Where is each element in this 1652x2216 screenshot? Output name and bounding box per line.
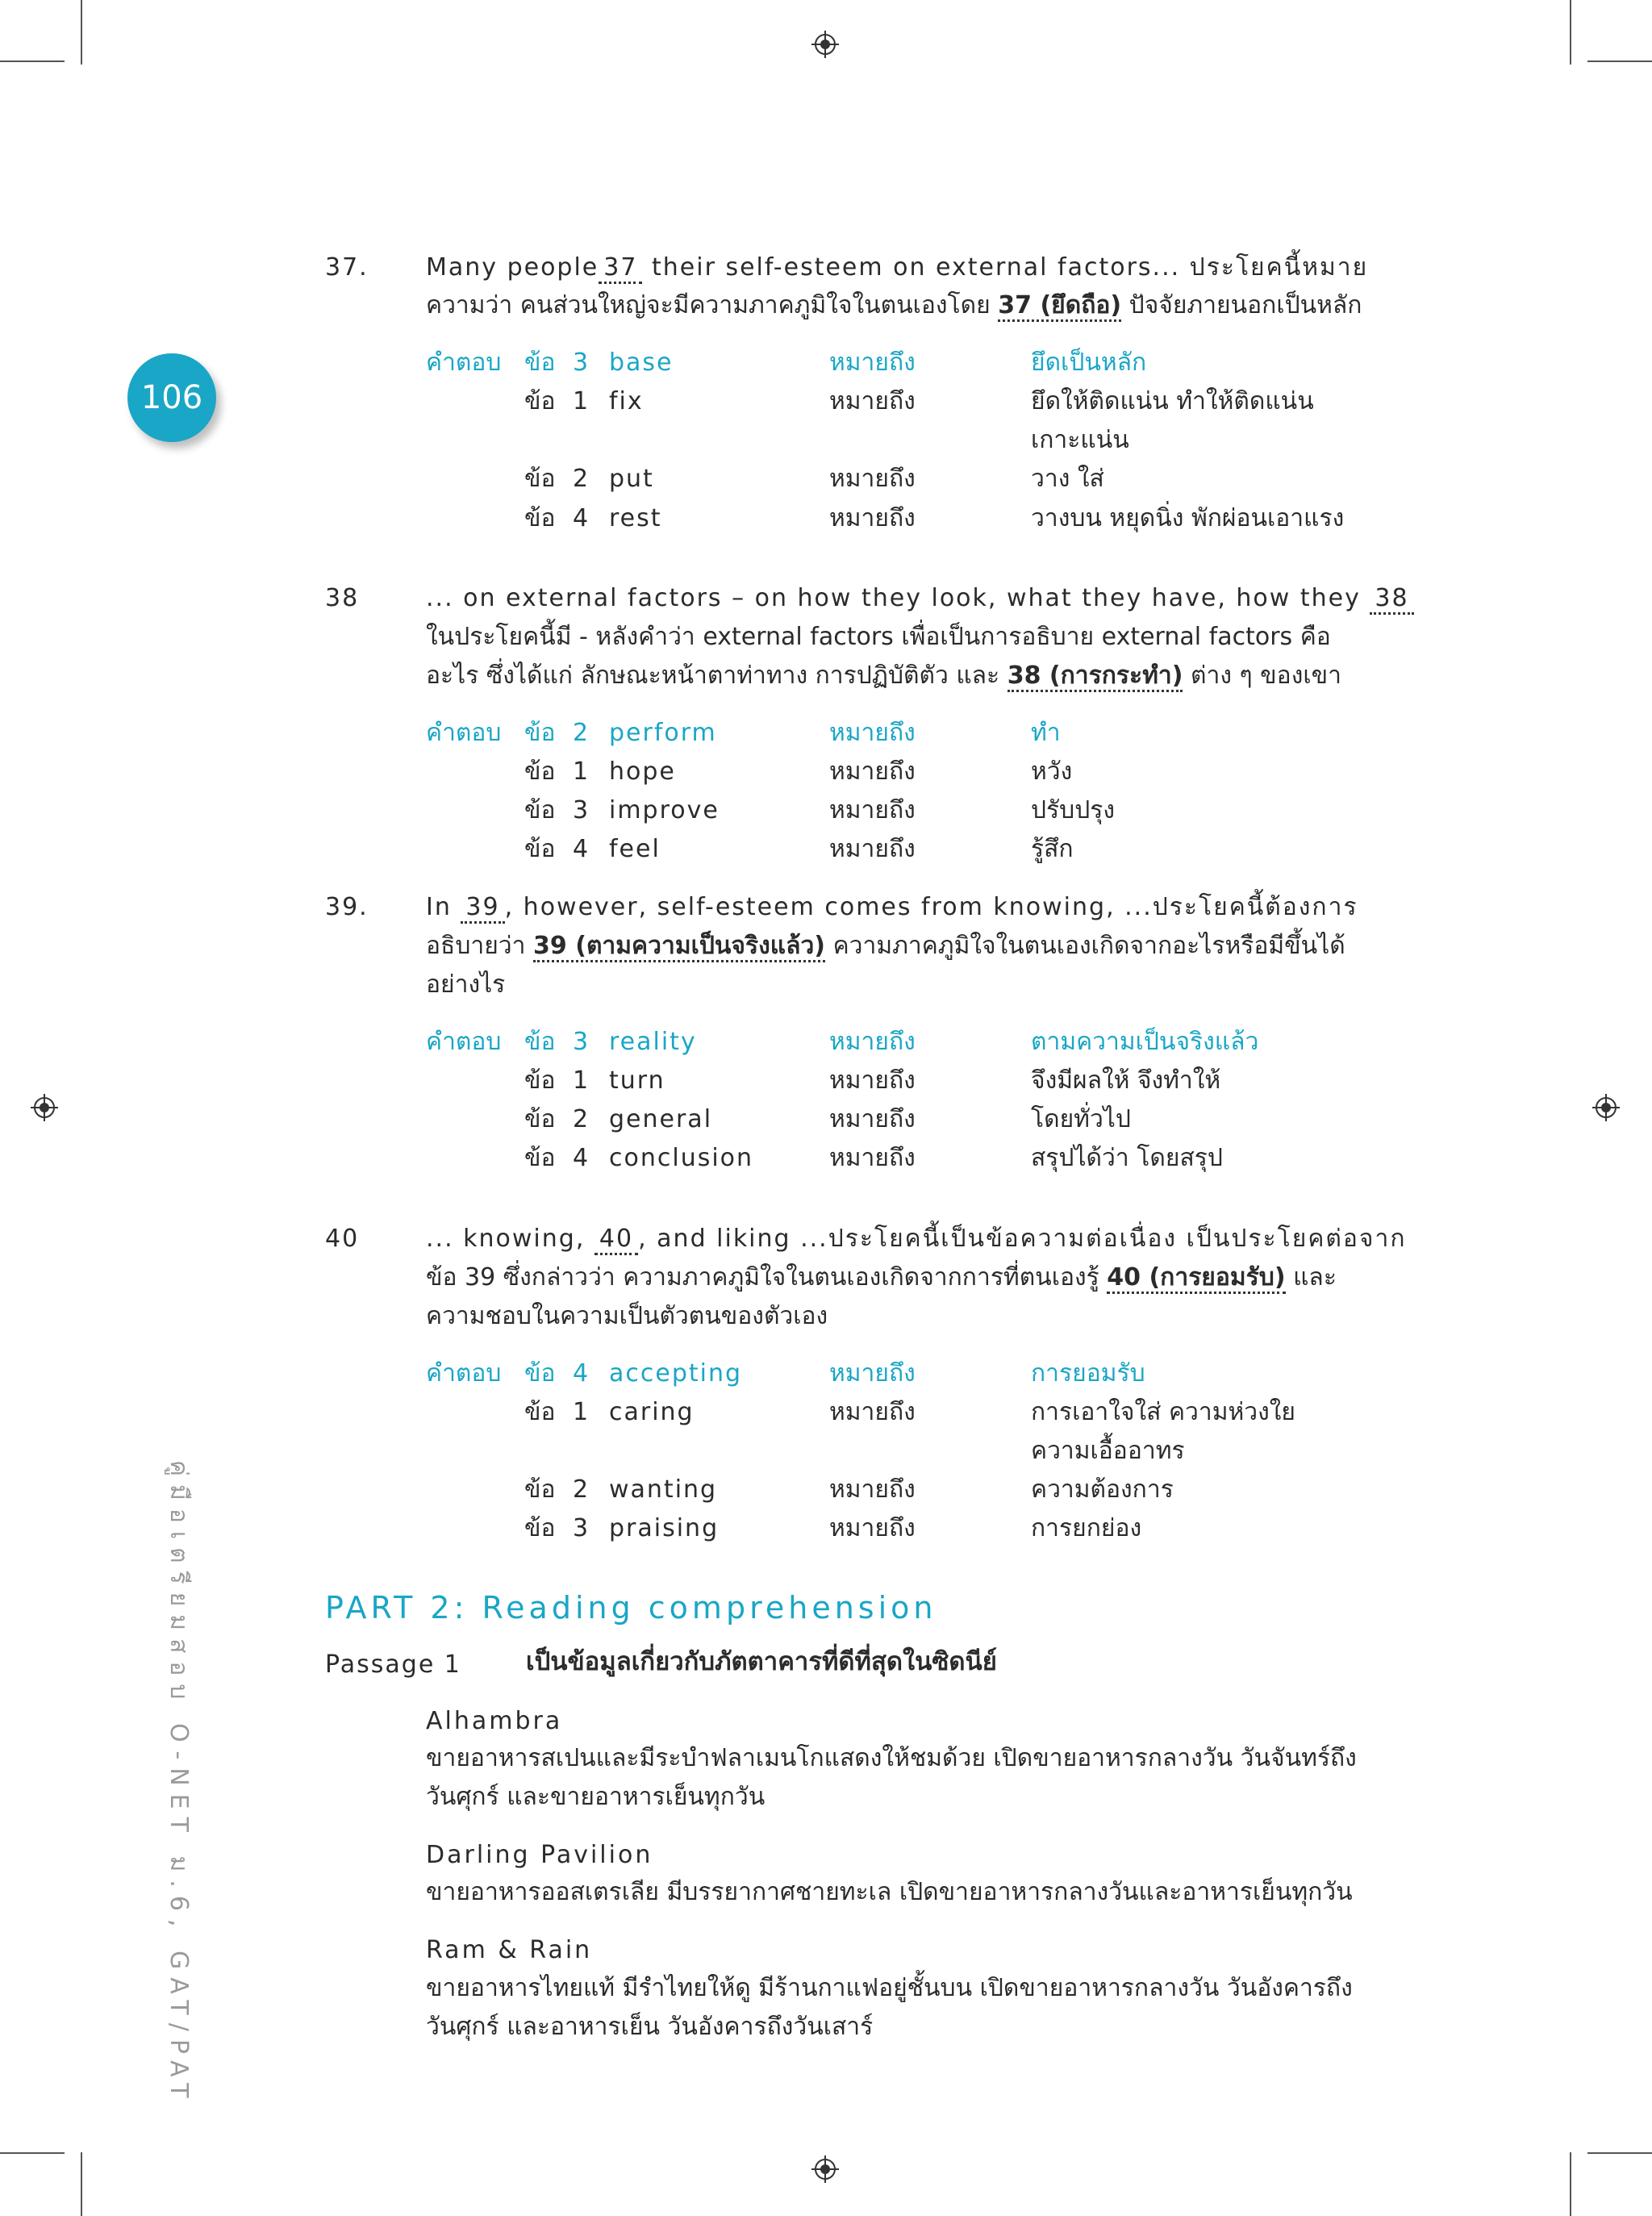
registration-mark-icon	[811, 2155, 839, 2183]
blank-marker: 38	[1370, 584, 1413, 615]
choice-number: 2	[573, 1475, 590, 1504]
choice-prefix: ข้อ	[524, 504, 556, 532]
restaurant-name: Darling Pavilion	[426, 1841, 653, 1869]
restaurant-name: Alhambra	[426, 1707, 563, 1735]
answer-meaning: การยอมรับ	[1031, 1359, 1145, 1388]
registration-mark-icon	[31, 1094, 58, 1121]
choice-prefix: ข้อ	[524, 757, 556, 786]
question-text-line: ... on external factors – on how they look, what they have, how they 38	[426, 579, 1414, 618]
passage-label: Passage 1	[325, 1651, 461, 1679]
choice-number: 1	[573, 387, 590, 415]
choice-word: turn	[609, 1066, 665, 1095]
choice-means: หมายถึง	[829, 757, 916, 786]
blank-marker: 37	[599, 253, 642, 284]
crop-mark	[0, 2152, 65, 2154]
answer-choice-number: 2	[573, 719, 590, 747]
choice-meaning: เกาะแน่น	[1031, 426, 1129, 454]
answer-word: accepting	[609, 1359, 743, 1388]
choice-prefix: ข้อ	[524, 1514, 556, 1542]
answer-means: หมายถึง	[829, 1359, 916, 1388]
highlight-answer: 37 (ยึดถือ)	[998, 291, 1121, 322]
answer-choice-number: 3	[573, 1028, 590, 1056]
choice-means: หมายถึง	[829, 504, 916, 532]
choice-prefix: ข้อ	[524, 1398, 556, 1426]
answer-meaning: ทำ	[1031, 719, 1061, 747]
answer-choice-number: 4	[573, 1359, 590, 1388]
choice-word: caring	[609, 1398, 695, 1426]
choice-meaning: ความเอื้ออาทร	[1031, 1437, 1185, 1465]
choice-word: rest	[609, 504, 662, 532]
question-number: 38	[325, 584, 360, 612]
restaurant-description: ขายอาหารสเปนและมีระบำฟลาเมนโกแสดงให้ชมด้วย เปิดขายอาหารกลางวัน วันจันทร์ถึง	[426, 1744, 1357, 1772]
choice-number: 3	[573, 796, 590, 824]
choice-number: 1	[573, 1398, 590, 1426]
question-text-line: ... knowing, 40 , and liking ...ประโยคนี้เป็นข้อความต่อเนื่อง เป็นประโยคต่อจาก	[426, 1220, 1407, 1258]
blank-marker: 39	[461, 893, 504, 924]
choice-meaning: รู้สึก	[1031, 835, 1074, 863]
restaurant-description: วันศุกร์ และอาหารเย็น วันอังคารถึงวันเสาร์	[426, 2013, 874, 2041]
choice-meaning: วางบน หยุดนิ่ง พักผ่อนเอาแรง	[1031, 504, 1345, 532]
crop-mark	[81, 2152, 82, 2216]
choice-word: hope	[609, 757, 676, 786]
choice-prefix: ข้อ	[524, 835, 556, 863]
answer-label: คำตอบ	[426, 1028, 502, 1056]
answer-word: base	[609, 348, 674, 377]
choice-meaning: การยกย่อง	[1031, 1514, 1142, 1542]
passage-description: เป็นข้อมูลเกี่ยวกับภัตตาคารที่ดีที่สุดในซิดนีย์	[526, 1647, 997, 1676]
choice-meaning: จึงมีผลให้ จึงทำให้	[1031, 1066, 1221, 1095]
choice-number: 2	[573, 1105, 590, 1133]
page-number-badge: 106	[127, 353, 216, 442]
answer-means: หมายถึง	[829, 348, 916, 377]
choice-means: หมายถึง	[829, 1475, 916, 1504]
answer-meaning: ยึดเป็นหลัก	[1031, 348, 1147, 377]
choice-word: fix	[609, 387, 644, 415]
question-text-line: ในประโยคนี้มี - หลังคำว่า external factors เพื่อเป็นการอธิบาย external factors คือ	[426, 623, 1331, 651]
answer-means: หมายถึง	[829, 719, 916, 747]
answer-choice-number: 3	[573, 348, 590, 377]
choice-prefix: ข้อ	[524, 1475, 556, 1504]
choice-word: praising	[609, 1514, 720, 1542]
choice-meaning: ยึดให้ติดแน่น ทำให้ติดแน่น	[1031, 387, 1314, 415]
choice-prefix: ข้อ	[524, 796, 556, 824]
choice-number: 1	[573, 1066, 590, 1095]
choice-word: conclusion	[609, 1144, 754, 1172]
answer-word: perform	[609, 719, 717, 747]
choice-prefix: ข้อ	[524, 465, 556, 493]
answer-label: คำตอบ	[426, 719, 502, 747]
question-text-line: อย่างไร	[426, 970, 506, 999]
highlight-answer: 39 (ตามความเป็นจริงแล้ว)	[533, 932, 825, 962]
crop-mark	[81, 0, 82, 65]
question-text-line: In 39 , however, self-esteem comes from knowing, ...ประโยคนี้ต้องการ	[426, 888, 1358, 927]
restaurant-description: ขายอาหารไทยแท้ มีรำไทยให้ดู มีร้านกาแฟอยู่ชั้นบน เปิดขายอาหารกลางวัน วันอังคารถึง	[426, 1974, 1353, 2002]
question-text-line: อธิบายว่า 39 (ตามความเป็นจริงแล้ว) ความภาคภูมิใจในตนเองเกิดจากอะไรหรือมีขึ้นได้	[426, 927, 1345, 966]
choice-meaning: การเอาใจใส่ ความห่วงใย	[1031, 1398, 1295, 1426]
choice-word: wanting	[609, 1475, 718, 1504]
registration-mark-icon	[1592, 1094, 1620, 1121]
highlight-answer: 38 (การกระทำ)	[1007, 661, 1183, 692]
crop-mark	[1570, 2152, 1571, 2216]
choice-meaning: โดยทั่วไป	[1031, 1105, 1131, 1133]
choice-meaning: หวัง	[1031, 757, 1073, 786]
choice-means: หมายถึง	[829, 1144, 916, 1172]
choice-prefix: ข้อ	[524, 1105, 556, 1133]
answer-word: reality	[609, 1028, 697, 1056]
choice-word: improve	[609, 796, 720, 824]
crop-mark	[0, 61, 65, 62]
highlight-answer: 40 (การยอมรับ)	[1107, 1263, 1285, 1294]
choice-number: 3	[573, 1514, 590, 1542]
restaurant-name: Ram & Rain	[426, 1936, 593, 1964]
blank-marker: 40	[594, 1225, 638, 1255]
choice-means: หมายถึง	[829, 387, 916, 415]
choice-meaning: วาง ใส่	[1031, 465, 1104, 493]
restaurant-description: ขายอาหารออสเตรเลีย มีบรรยากาศชายทะเล เปิดขายอาหารกลางวันและอาหารเย็นทุกวัน	[426, 1878, 1353, 1906]
answer-label: คำตอบ	[426, 1359, 502, 1388]
choice-means: หมายถึง	[829, 835, 916, 863]
question-text-line: อะไร ซึ่งได้แก่ ลักษณะหน้าตาท่าทาง การปฏิบัติตัว และ 38 (การกระทำ) ต่าง ๆ ของเขา	[426, 657, 1341, 695]
registration-mark-icon	[811, 31, 839, 58]
answer-meaning: ตามความเป็นจริงแล้ว	[1031, 1028, 1259, 1056]
choice-word: general	[609, 1105, 713, 1133]
choice-means: หมายถึง	[829, 1105, 916, 1133]
choice-number: 1	[573, 757, 590, 786]
question-number: 39.	[325, 893, 369, 921]
book-title-sidebar: คู่มือเตรียมสอบ O-NET ม.6, GAT/PAT	[165, 1460, 193, 2106]
choice-number: 4	[573, 504, 590, 532]
answer-label: คำตอบ	[426, 348, 502, 377]
answer-choice-prefix: ข้อ	[524, 348, 556, 377]
choice-prefix: ข้อ	[524, 1144, 556, 1172]
choice-word: put	[609, 465, 654, 493]
choice-meaning: ปรับปรุง	[1031, 796, 1116, 824]
choice-prefix: ข้อ	[524, 1066, 556, 1095]
choice-means: หมายถึง	[829, 796, 916, 824]
question-text-line: ความชอบในความเป็นตัวตนของตัวเอง	[426, 1302, 828, 1330]
restaurant-description: วันศุกร์ และขายอาหารเย็นทุกวัน	[426, 1783, 766, 1811]
question-text-line: ข้อ 39 ซึ่งกล่าวว่า ความภาคภูมิใจในตนเองเกิดจากการที่ตนเองรู้ 40 (การยอมรับ) และ	[426, 1258, 1337, 1297]
choice-means: หมายถึง	[829, 465, 916, 493]
choice-word: feel	[609, 835, 661, 863]
choice-meaning: ความต้องการ	[1031, 1475, 1174, 1504]
question-number: 40	[325, 1225, 360, 1253]
crop-mark	[1587, 2152, 1652, 2154]
answer-choice-prefix: ข้อ	[524, 1028, 556, 1056]
answer-choice-prefix: ข้อ	[524, 719, 556, 747]
choice-number: 4	[573, 835, 590, 863]
choice-meaning: สรุปได้ว่า โดยสรุป	[1031, 1144, 1223, 1172]
crop-mark	[1570, 0, 1571, 65]
section-title: PART 2: Reading comprehension	[325, 1590, 937, 1625]
question-text-line: ความว่า คนส่วนใหญ่จะมีความภาคภูมิใจในตนเองโดย 37 (ยึดถือ) ปัจจัยภายนอกเป็นหลัก	[426, 286, 1362, 325]
question-number: 37.	[325, 253, 369, 282]
choice-means: หมายถึง	[829, 1398, 916, 1426]
question-text-line: Many people 37 their self-esteem on external factors... ประโยคนี้หมาย	[426, 248, 1368, 287]
choice-prefix: ข้อ	[524, 387, 556, 415]
crop-mark	[1587, 61, 1652, 62]
answer-means: หมายถึง	[829, 1028, 916, 1056]
choice-number: 2	[573, 465, 590, 493]
choice-means: หมายถึง	[829, 1066, 916, 1095]
choice-number: 4	[573, 1144, 590, 1172]
choice-means: หมายถึง	[829, 1514, 916, 1542]
answer-choice-prefix: ข้อ	[524, 1359, 556, 1388]
